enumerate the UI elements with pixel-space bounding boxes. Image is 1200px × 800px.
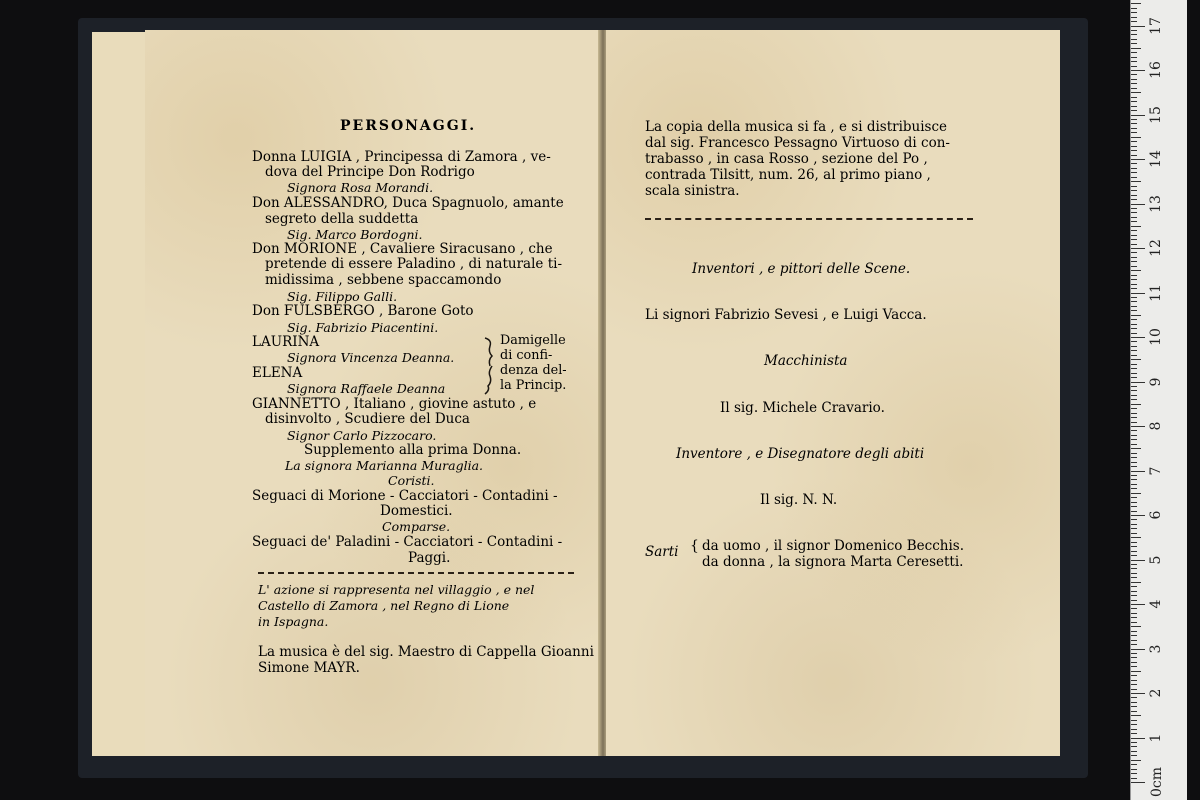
copy-info: contrada Tilsitt, num. 26, al primo piano , (645, 167, 931, 183)
ruler-tick (1131, 560, 1145, 561)
cast-singer: Sig. Filippo Galli. (287, 289, 398, 304)
ruler-tick (1131, 640, 1137, 641)
ruler-tick (1131, 778, 1137, 779)
ruler-tick (1131, 328, 1137, 329)
ruler-tick (1131, 746, 1137, 747)
ruler-label: 5 (1148, 555, 1164, 564)
ruler-tick (1131, 301, 1137, 302)
ruler-tick (1131, 493, 1141, 494)
credit-names: da uomo , il signor Domenico Becchis. (702, 538, 964, 554)
credit-names: Il sig. N. N. (760, 492, 838, 508)
ruler-tick (1131, 568, 1137, 569)
ruler-tick (1131, 3, 1141, 4)
ruler-tick (1131, 675, 1137, 676)
ruler-tick (1131, 110, 1137, 111)
ruler-tick (1131, 738, 1145, 739)
ruler-tick (1131, 115, 1145, 116)
ruler-tick (1131, 293, 1145, 294)
ruler-tick (1131, 439, 1137, 440)
ruler-tick (1131, 155, 1137, 156)
ruler-tick (1131, 39, 1137, 40)
ruler-tick (1131, 591, 1137, 592)
ruler-tick (1131, 693, 1145, 694)
cast-line: dova del Principe Don Rodrigo (265, 164, 475, 180)
brace-label: denza del- (500, 363, 567, 378)
ruler-tick (1131, 466, 1137, 467)
ruler-tick (1131, 462, 1137, 463)
copy-info: scala sinistra. (645, 183, 740, 199)
ruler-tick (1131, 635, 1137, 636)
ruler-tick (1131, 12, 1137, 13)
ruler-tick (1131, 528, 1137, 529)
ruler-label: 10 (1148, 328, 1164, 346)
ruler-tick (1131, 163, 1137, 164)
ruler-tick (1131, 92, 1141, 93)
ruler-tick (1131, 146, 1137, 147)
ruler-tick (1131, 760, 1141, 761)
cast-singer: Signora Raffaele Deanna (287, 381, 446, 396)
ruler-tick (1131, 172, 1137, 173)
ruler-tick (1131, 275, 1137, 276)
ruler-tick (1131, 595, 1137, 596)
ruler-label: 6 (1148, 510, 1164, 520)
ruler-label: 11 (1148, 283, 1164, 302)
ruler-tick (1131, 782, 1145, 783)
ruler-tick (1131, 368, 1137, 369)
credit-heading: Inventore , e Disegnatore degli abiti (676, 446, 925, 462)
ruler-tick (1131, 66, 1137, 67)
ruler-tick (1131, 773, 1137, 774)
ruler-tick (1131, 706, 1137, 707)
ruler-tick (1131, 613, 1137, 614)
ruler-tick (1131, 319, 1137, 320)
ruler-tick (1131, 221, 1137, 222)
ruler-label: 13 (1148, 194, 1164, 213)
ruler-tick (1131, 626, 1141, 627)
cast-line: Seguaci di Morione - Cacciatori - Contadini - (252, 488, 558, 504)
ruler-label: 12 (1148, 239, 1164, 257)
ruler-tick (1131, 453, 1137, 454)
ruler-tick (1131, 764, 1137, 765)
ruler-tick (1131, 279, 1137, 280)
ruler-tick (1131, 657, 1137, 658)
ruler-tick (1131, 551, 1137, 552)
ruler-tick (1131, 631, 1137, 632)
credit-names: Il sig. Michele Cravario. (720, 400, 885, 416)
ruler-tick (1131, 689, 1137, 690)
ruler-tick (1131, 769, 1137, 770)
ruler-tick (1131, 97, 1137, 98)
ruler-tick (1131, 511, 1137, 512)
ruler-label: 7 (1148, 466, 1164, 475)
ruler-tick (1131, 680, 1137, 681)
ruler-tick (1131, 582, 1141, 583)
ruler-tick (1131, 106, 1137, 107)
ruler-tick (1131, 475, 1137, 476)
ruler-label: 9 (1148, 377, 1164, 386)
cast-line: Seguaci de' Paladini - Cacciatori - Contadini - (252, 534, 563, 550)
ruler-tick (1131, 150, 1137, 151)
cast-singer: La signora Marianna Muraglia. (285, 458, 484, 473)
brace-label: Damigelle (500, 333, 566, 348)
section-label: Comparse. (382, 519, 451, 534)
ruler-tick (1131, 729, 1137, 730)
ruler-tick (1131, 315, 1141, 316)
ruler-label: 14 (1148, 150, 1164, 168)
ruler-tick (1131, 404, 1141, 405)
ruler-tick (1131, 34, 1137, 35)
cast-singer: Sig. Fabrizio Piacentini. (287, 320, 439, 335)
music-credit: La musica è del sig. Maestro di Cappella Gioanni (258, 644, 594, 660)
ruler-tick (1131, 333, 1137, 334)
setting-text: Castello di Zamora , nel Regno di Lione (258, 598, 510, 613)
section-label: Coristi. (388, 473, 435, 488)
ruler-tick (1131, 702, 1137, 703)
ruler-label: 15 (1148, 105, 1164, 124)
ruler-tick (1131, 497, 1137, 498)
ruler-tick (1131, 413, 1137, 414)
setting-text: L' azione si rappresenta nel villaggio , e nel (258, 582, 535, 597)
ruler-tick (1131, 430, 1137, 431)
ruler-tick (1131, 70, 1145, 71)
ruler-tick (1131, 230, 1137, 231)
ruler-tick (1131, 355, 1137, 356)
ruler-tick (1131, 190, 1137, 191)
ruler-label: 8 (1148, 421, 1164, 431)
cast-line: Don FULSBERGO , Barone Goto (252, 303, 474, 319)
ruler-label: 3 (1148, 644, 1164, 653)
ruler-tick (1131, 364, 1137, 365)
ruler-tick (1131, 26, 1145, 27)
cast-line: midissima , sebbene spaccamondo (265, 272, 502, 288)
ruler-tick (1131, 324, 1137, 325)
ruler-tick (1131, 261, 1137, 262)
cast-line: Donna LUIGIA , Principessa di Zamora , ve- (252, 149, 551, 165)
ruler-tick (1131, 488, 1137, 489)
ruler-tick (1131, 21, 1137, 22)
ruler-tick (1131, 359, 1141, 360)
ruler-tick (1131, 252, 1137, 253)
ruler-tick (1131, 208, 1137, 209)
ruler-tick (1131, 168, 1137, 169)
ruler-tick (1131, 373, 1137, 374)
ruler-tick (1131, 662, 1137, 663)
ruler-tick (1131, 306, 1137, 307)
ruler-tick (1131, 444, 1137, 445)
ruler-tick (1131, 533, 1137, 534)
ruler-tick (1131, 57, 1137, 58)
page-heading: PERSONAGGI. (340, 118, 477, 134)
ruler-label: 0cm (1149, 766, 1165, 798)
ruler-tick (1131, 159, 1145, 160)
brace-label: la Princip. (500, 378, 567, 393)
ruler-tick (1131, 524, 1137, 525)
ruler-tick (1131, 564, 1137, 565)
credit-heading: Macchinista (764, 353, 848, 369)
ruler-tick (1131, 119, 1137, 120)
ruler-tick (1131, 644, 1137, 645)
ruler-tick (1131, 586, 1137, 587)
ruler-tick (1131, 17, 1137, 18)
cast-line: Don MORIONE , Cavaliere Siracusano , che (252, 241, 553, 257)
ruler-tick (1131, 52, 1137, 53)
cast-singer: Signor Carlo Pizzocaro. (287, 428, 437, 443)
brace-icon: { (690, 538, 699, 554)
ruler-tick (1131, 204, 1145, 205)
ruler-tick (1131, 720, 1137, 721)
divider-rule (645, 218, 973, 220)
ruler-tick (1131, 604, 1145, 605)
ruler-label: 2 (1148, 688, 1164, 698)
ruler-tick (1131, 395, 1137, 396)
divider-rule (258, 572, 574, 574)
ruler-tick (1131, 297, 1137, 298)
ruler-tick (1131, 132, 1137, 133)
ruler-tick (1131, 715, 1141, 716)
ruler-tick (1131, 310, 1137, 311)
ruler-label: 4 (1148, 599, 1164, 609)
credit-names: Li signori Fabrizio Sevesi , e Luigi Vacca. (645, 307, 927, 323)
ruler-tick (1131, 235, 1137, 236)
cast-line: segreto della suddetta (265, 211, 419, 227)
ruler-tick (1131, 270, 1141, 271)
ruler-tick (1131, 30, 1137, 31)
cast-singer: Signora Vincenza Deanna. (287, 350, 455, 365)
ruler-tick (1131, 390, 1137, 391)
ruler-tick (1131, 471, 1145, 472)
ruler-tick (1131, 684, 1137, 685)
ruler-tick (1131, 141, 1137, 142)
ruler-tick (1131, 79, 1137, 80)
ruler-tick (1131, 622, 1137, 623)
ruler-tick (1131, 43, 1137, 44)
credit-heading: Inventori , e pittori delle Scene. (692, 261, 911, 277)
ruler-tick (1131, 181, 1141, 182)
ruler-tick (1131, 546, 1137, 547)
ruler-tick (1131, 426, 1145, 427)
ruler-tick (1131, 479, 1137, 480)
ruler-tick (1131, 484, 1137, 485)
ruler-tick (1131, 341, 1137, 342)
ruler-tick (1131, 212, 1137, 213)
ruler-tick (1131, 284, 1137, 285)
music-credit: Simone MAYR. (258, 660, 360, 676)
ruler-tick (1131, 653, 1137, 654)
ruler-tick (1131, 101, 1137, 102)
cast-line: disinvolto , Scudiere del Duca (265, 411, 470, 427)
ruler-tick (1131, 88, 1137, 89)
cast-line: Domestici. (380, 503, 453, 519)
ruler-tick (1131, 382, 1145, 383)
ruler-tick (1131, 506, 1137, 507)
ruler-tick (1131, 577, 1137, 578)
copy-info: dal sig. Francesco Pessagno Virtuoso di con- (645, 135, 950, 151)
ruler-tick (1131, 386, 1137, 387)
cast-line: ELENA (252, 365, 303, 381)
ruler-tick (1131, 751, 1137, 752)
ruler-tick (1131, 128, 1137, 129)
copy-info: trabasso , in casa Rosso , sezione del Po , (645, 151, 928, 167)
ruler-tick (1131, 137, 1141, 138)
ruler-tick (1131, 83, 1137, 84)
credit-names: da donna , la signora Marta Ceresetti. (702, 554, 964, 570)
ruler-tick (1131, 617, 1137, 618)
ruler-tick (1131, 244, 1137, 245)
ruler-tick (1131, 123, 1137, 124)
setting-text: in Ispagna. (258, 614, 329, 629)
ruler-tick (1131, 288, 1137, 289)
copy-info: La copia della musica si fa , e si distribuisce (645, 119, 948, 135)
ruler-tick (1131, 742, 1137, 743)
ruler-tick (1131, 555, 1137, 556)
ruler-tick (1131, 195, 1137, 196)
ruler-tick (1131, 697, 1137, 698)
brace-label: di confi- (500, 348, 553, 363)
ruler-label: 16 (1148, 61, 1164, 79)
ruler-tick (1131, 608, 1137, 609)
ruler-tick (1131, 422, 1137, 423)
ruler-tick (1131, 257, 1137, 258)
ruler-tick (1131, 248, 1145, 249)
ruler-tick (1131, 457, 1137, 458)
ruler-tick (1131, 417, 1137, 418)
ruler-tick (1131, 542, 1137, 543)
cast-line: Don ALESSANDRO, Duca Spagnuolo, amante (252, 195, 564, 211)
tailors-label: Sarti (645, 544, 679, 560)
ruler-tick (1131, 199, 1137, 200)
ruler-tick (1131, 177, 1137, 178)
ruler-tick (1131, 573, 1137, 574)
ruler-tick (1131, 61, 1137, 62)
cast-line: GIANNETTO , Italiano , giovine astuto , e (252, 396, 537, 412)
brace-icon (482, 336, 498, 396)
ruler-tick (1131, 537, 1141, 538)
ruler-tick (1131, 350, 1137, 351)
cast-line: pretende di essere Paladino , di naturale ti- (265, 256, 562, 272)
ruler-tick (1131, 226, 1141, 227)
ruler-tick (1131, 600, 1137, 601)
cast-line: Paggi. (408, 550, 451, 566)
ruler-tick (1131, 48, 1141, 49)
ruler-label: 1 (1148, 733, 1164, 742)
ruler-tick (1131, 8, 1137, 9)
ruler-tick (1131, 649, 1145, 650)
ruler-tick (1131, 435, 1137, 436)
ruler-tick (1131, 671, 1141, 672)
cast-line: LAURINA (252, 334, 320, 350)
ruler-tick (1131, 502, 1137, 503)
cast-line: Supplemento alla prima Donna. (304, 442, 522, 458)
ruler-tick (1131, 217, 1137, 218)
ruler-tick (1131, 239, 1137, 240)
ruler-label: 17 (1148, 16, 1164, 35)
cast-singer: Sig. Marco Bordogni. (287, 227, 423, 242)
ruler-tick (1131, 74, 1137, 75)
ruler-tick (1131, 399, 1137, 400)
ruler-tick (1131, 337, 1145, 338)
ruler-tick (1131, 515, 1145, 516)
ruler-tick (1131, 377, 1137, 378)
ruler-tick (1131, 519, 1137, 520)
ruler-tick (1131, 724, 1137, 725)
ruler-tick (1131, 266, 1137, 267)
ruler-tick (1131, 666, 1137, 667)
ruler-tick (1131, 755, 1137, 756)
ruler-tick (1131, 733, 1137, 734)
ruler-tick (1131, 711, 1137, 712)
cast-singer: Signora Rosa Morandi. (287, 180, 434, 195)
ruler-tick (1131, 448, 1141, 449)
ruler-tick (1131, 186, 1137, 187)
ruler-tick (1131, 408, 1137, 409)
ruler-tick (1131, 346, 1137, 347)
